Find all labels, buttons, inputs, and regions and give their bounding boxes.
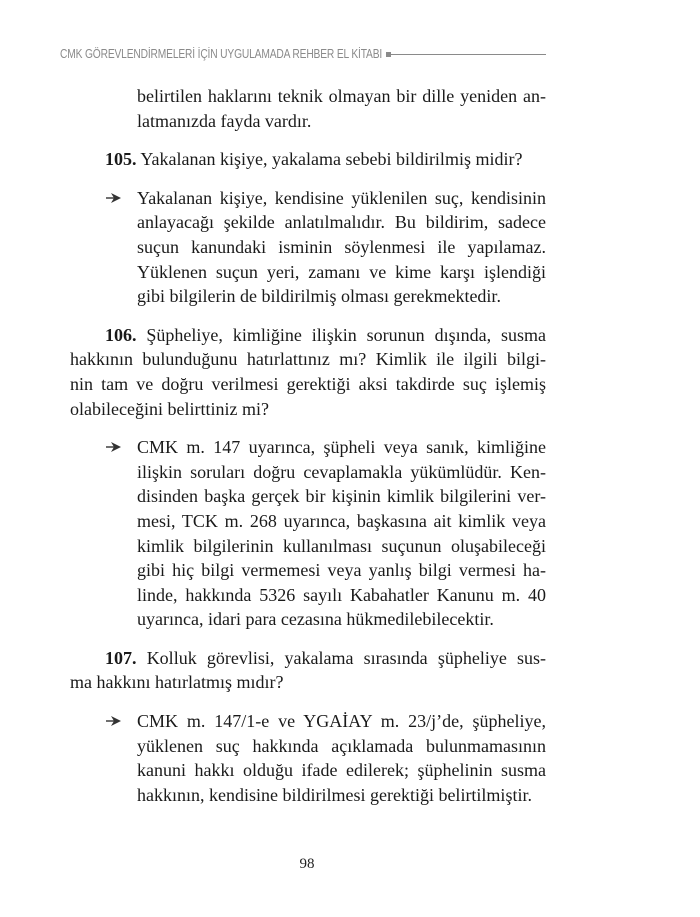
answer-line: ilişkin soruları doğru cevaplamakla yükümlüdür. Ken- (137, 461, 546, 482)
answer-line: CMK m. 147/1-e ve YGAİAY m. 23/j’de, şüpheliye, (137, 711, 546, 732)
answer-line: gibi hiç bilgi vermemesi veya yanlış bilgi vermesi ha- (137, 560, 546, 581)
answer-line: Yakalanan kişiye, kendisine yüklenilen suç, kendisinin (137, 187, 546, 208)
text-line: latmanızda fayda vardır. (137, 110, 312, 131)
answer-line: Yüklenen suçun yeri, zamanı ve kime karşı işlendiği (137, 261, 546, 282)
question-line: ma hakkını hatırlatmış mıdır? (70, 672, 284, 693)
question-line (70, 147, 546, 172)
answer-line: suçun kanundaki isminin söylenmesi ile yapılamaz. (137, 236, 546, 257)
question-line (70, 323, 546, 348)
arrow-right-icon (105, 439, 123, 455)
arrow-right-icon (105, 190, 123, 206)
answer-line: uyarınca, idari para cezasına hükmedilebilecektir. (137, 609, 494, 630)
question-line: nin tam ve doğru verilmesi gerektiği aksi takdirde suç işlemiş (70, 373, 546, 394)
question-106 (70, 323, 546, 421)
question-107 (70, 646, 546, 695)
running-header (60, 44, 550, 64)
answer-line: kimlik bilgilerinin kullanılması suçunun oluşabileceği (137, 535, 546, 556)
answer-106 (70, 435, 546, 632)
question-number: 105. (105, 149, 137, 170)
running-title: CMK GÖREVLENDİRMELERİ İÇİN UYGULAMADA REHBER EL KİTABI (60, 47, 383, 61)
arrow-right-icon (105, 713, 123, 729)
question-text: Kolluk görevlisi, yakalama sırasında şüpheliye sus- (146, 647, 546, 668)
answer-line: mesi, TCK m. 268 uyarınca, başkasına ait kimlik veya (137, 510, 546, 531)
question-105 (70, 147, 546, 172)
page-number: 98 (299, 856, 315, 872)
answer-line: gibi bilgilerin de bildirilmiş olması gerekmektedir. (137, 286, 501, 307)
header-rule-line (391, 54, 546, 55)
question-line: olabileceğini belirttiniz mi? (70, 398, 269, 419)
question-line: hakkının bulunduğunu hatırlattınız mı? Kimlik ile ilgili bilgi- (70, 349, 546, 370)
answer-line: disinden başka gerçek bir kişinin kimlik bilgilerini ver- (137, 486, 546, 507)
page-body (70, 84, 546, 821)
question-line (70, 646, 546, 671)
continued-paragraph (70, 84, 546, 133)
question-number: 106. (105, 324, 137, 345)
question-text: Yakalanan kişiye, yakalama sebebi bildirilmiş midir? (140, 149, 523, 170)
answer-107 (70, 709, 546, 807)
answer-line: hakkının, kendisine bildirilmesi gerektiği belirtilmiştir. (137, 784, 532, 805)
answer-line: yüklenen suç hakkında açıklamada bulunmamasının (137, 735, 546, 756)
answer-105 (70, 186, 546, 309)
answer-line: linde, hakkında 5326 sayılı Kabahatler Kanunu m. 40 (137, 584, 546, 605)
question-text: Şüpheliye, kimliğine ilişkin sorunun dışında, susma (146, 324, 546, 345)
question-number: 107. (105, 647, 137, 668)
answer-line: kanuni hakkı olduğu ifade edilerek; şüphelinin susma (137, 760, 546, 781)
answer-line: anlayacağı şekilde anlatılmalıdır. Bu bildirim, sadece (137, 212, 546, 233)
text-line: belirtilen haklarını teknik olmayan bir dille yeniden an- (137, 86, 546, 106)
answer-line: CMK m. 147 uyarınca, şüpheli veya sanık, kimliğine (137, 437, 546, 458)
